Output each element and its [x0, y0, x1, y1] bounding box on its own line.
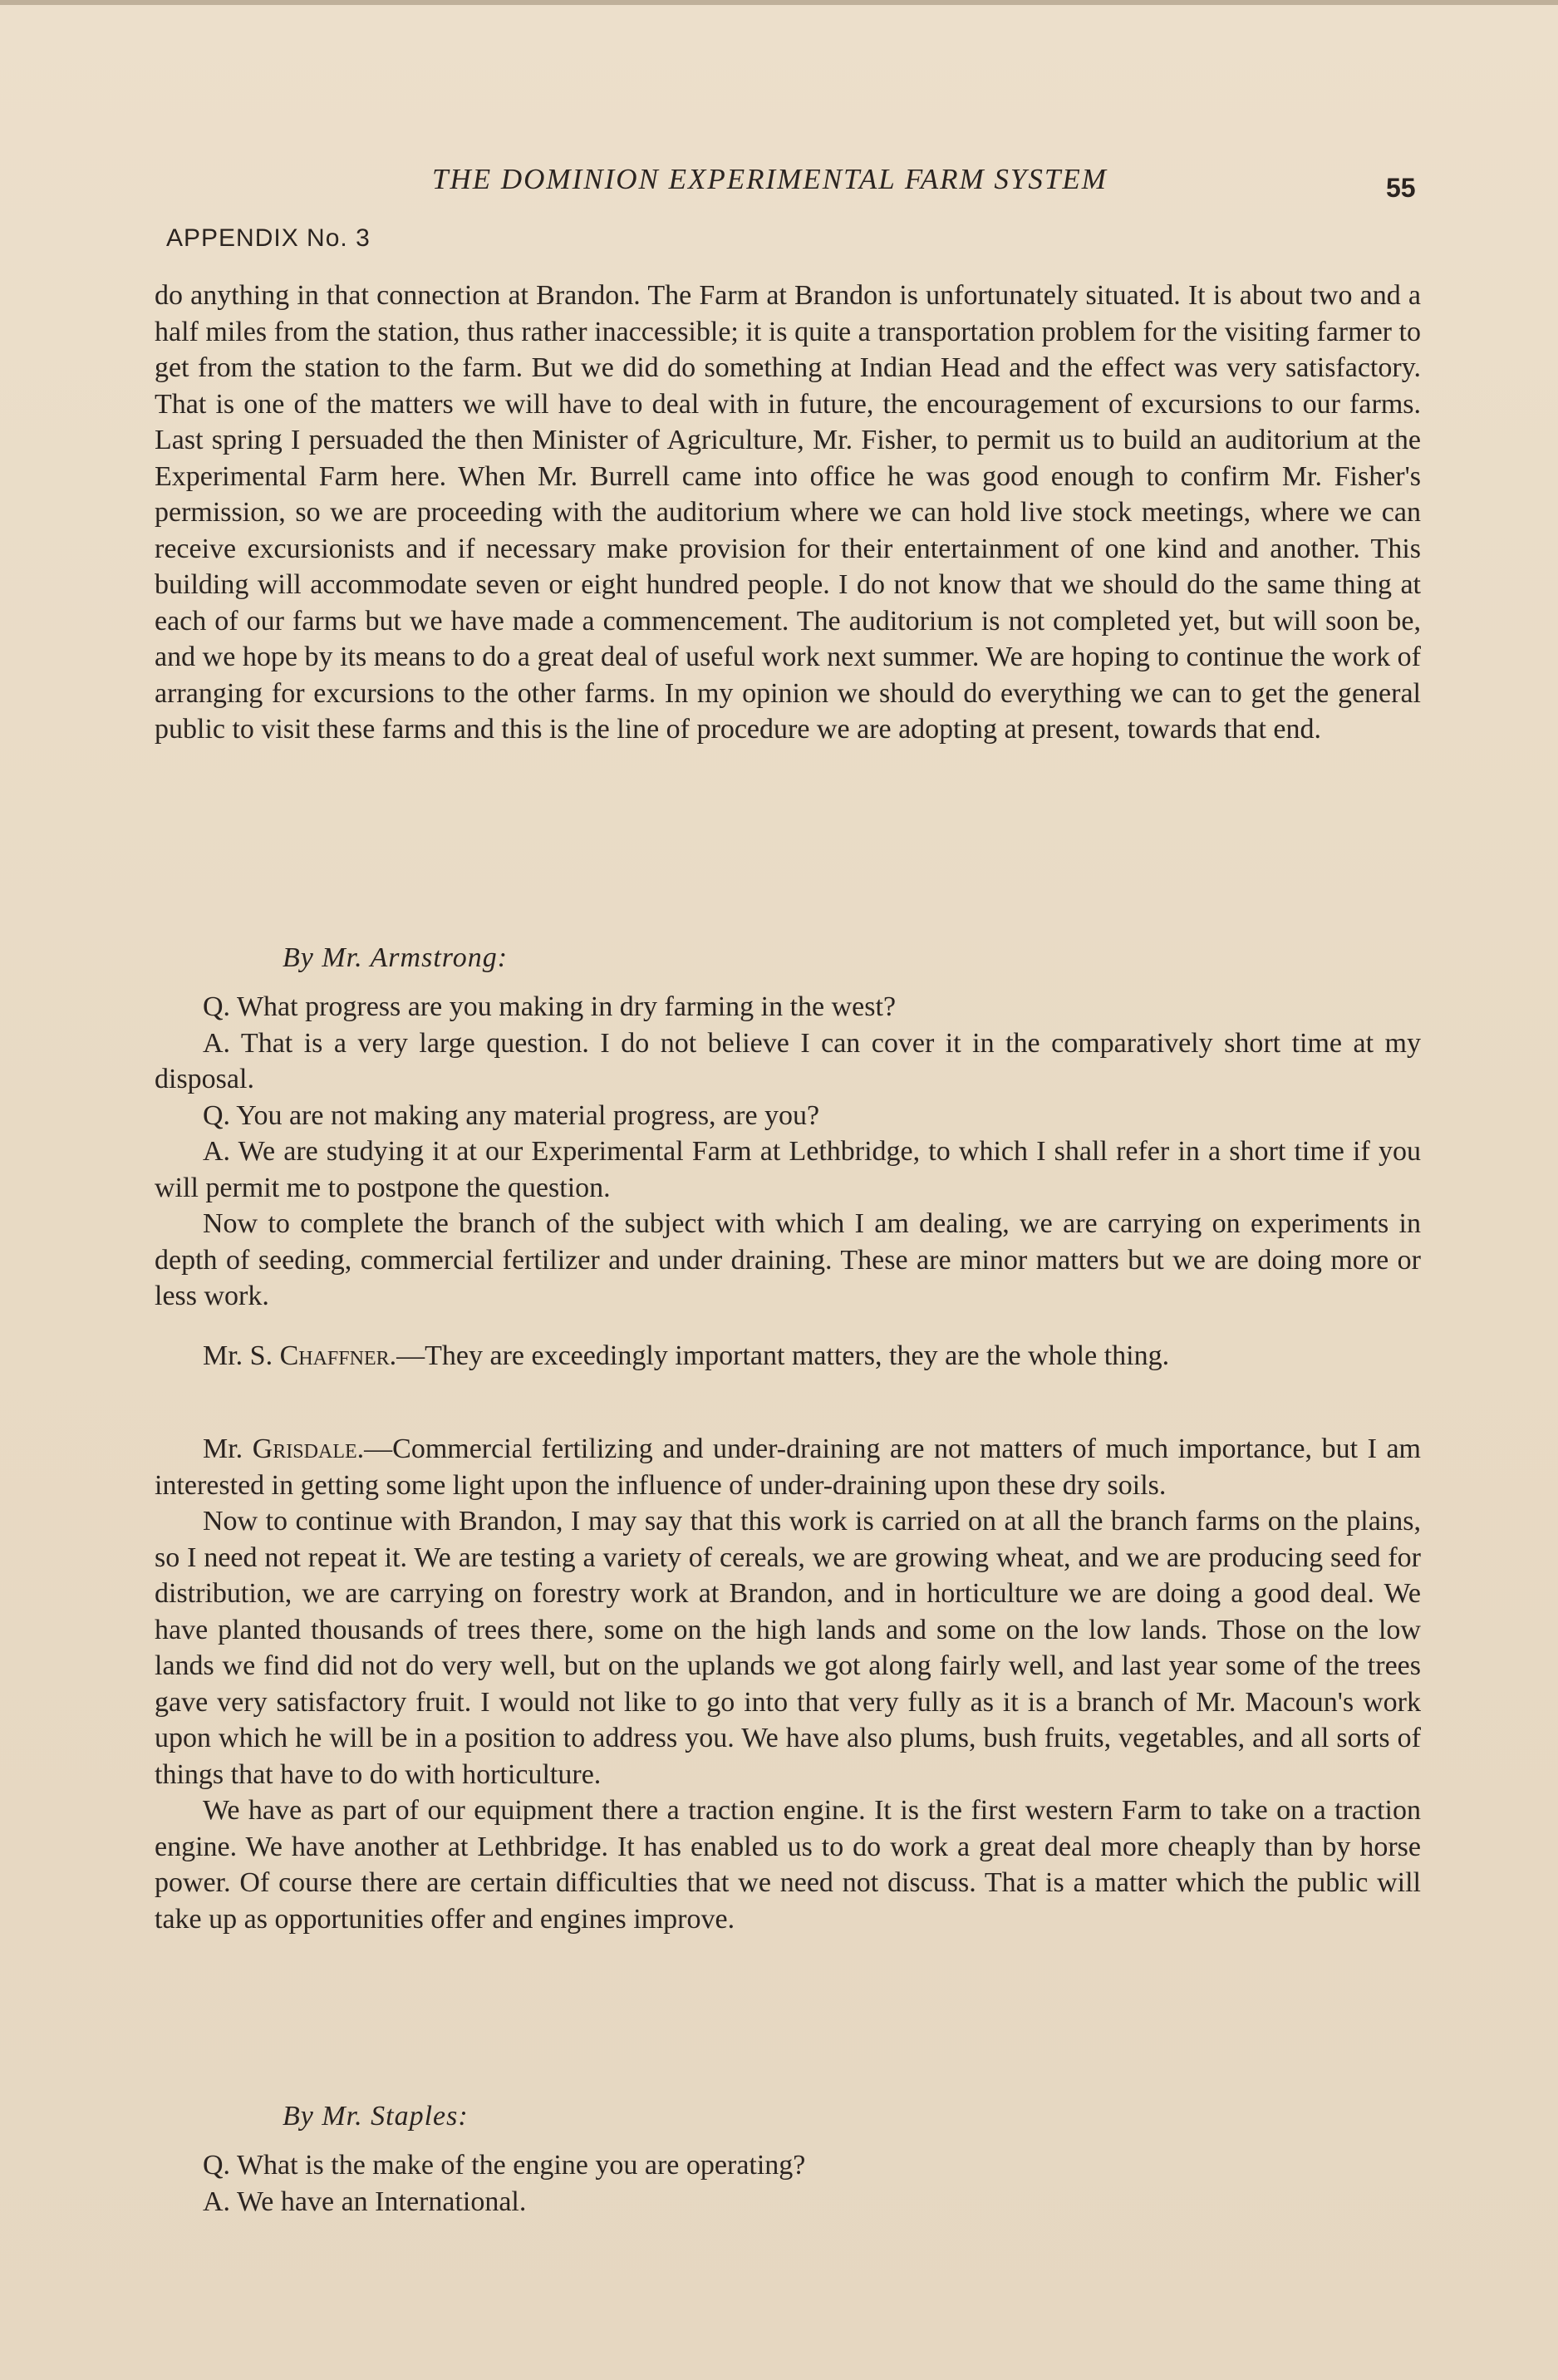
text-block-grisdale — [155, 1431, 1421, 1937]
byline-armstrong: By Mr. Armstrong: — [283, 942, 509, 973]
appendix-label: APPENDIX No. 3 — [166, 224, 371, 252]
text-block-chaffner — [155, 1338, 1421, 1374]
paragraph: We have as part of our equipment there a traction engine. It is the first western Farm to take on a traction engine. We have another at Lethbridge. It has enabled us to do work a great deal more cheaply than by horse power. Of course there are certain difficulties that we need not discuss. That is a matter which the public will take up as opportunities offer and engines improve. — [155, 1795, 1421, 1935]
question: Q. What is the make of the engine you are operating? — [203, 2150, 806, 2181]
answer: A. That is a very large question. I do not believe I can cover it in the comparatively short time at my disposal. — [155, 1027, 1421, 1094]
page-number: 55 — [1386, 173, 1416, 203]
question: Q. What progress are you making in dry farming in the west? — [203, 991, 897, 1022]
speaker-paragraph — [155, 1431, 1421, 1503]
question: Q. You are not making any material progress, are you? — [203, 1099, 820, 1131]
text-block-intro — [155, 278, 1421, 748]
answer: A. We are studying it at our Experimental Farm at Lethbridge, to which I shall refer in a short time if you will permit me to postpone the question. — [155, 1136, 1421, 1203]
byline-staples: By Mr. Staples: — [283, 2101, 469, 2132]
speaker-prefix: Mr. S. — [203, 1340, 273, 1371]
speaker-paragraph — [155, 1338, 1421, 1374]
speaker-name: Chaffner. — [279, 1340, 397, 1371]
top-edge-rule — [0, 0, 1558, 5]
speaker-name: Grisdale. — [252, 1433, 365, 1464]
speaker-text: —They are exceedingly important matters, they are the whole thing. — [396, 1340, 1170, 1371]
running-head: THE DOMINION EXPERIMENTAL FARM SYSTEM — [432, 163, 1108, 195]
paragraph-continuation: do anything in that connection at Brandon. The Farm at Brandon is unfortunately situated. It is about two and a half miles from the station, thus rather inaccessible; it is quite a transportation problem for the visiting farmer to get from the station to the farm. But we did do something at Indian Head and the effect was very satisfactory. That is one of the matters we will have to deal with in future, the encouragement of excursions to our farms. Last spring I persuaded the then Minister of Agriculture, Mr. Fisher, to permit us to build an auditorium at the Experimental Farm here. When Mr. Burrell came into office he was good enough to confirm Mr. Fisher's permission, so we are proceeding with the auditorium where we can hold live stock meetings, where we can receive excursionists and if necessary make provision for their entertainment of one kind and another. This building will accommodate seven or eight hundred people. I do not know that we should do the same thing at each of our farms but we have made a commencement. The auditorium is not completed yet, but will soon be, and we hope by its means to do a great deal of useful work next summer. We are hoping to continue the work of arranging for excursions to the other farms. In my opinion we should do everything we can to get the general public to visit these farms and this is the line of procedure we are adopting at present, towards that end. — [155, 280, 1421, 745]
speaker-text: —Commercial fertilizing and under-draining are not matters of much importance, but I am interested in getting some light upon the influence of under-draining upon these dry soils. — [155, 1433, 1421, 1501]
paragraph: Now to complete the branch of the subject with which I am dealing, we are carrying on experiments in depth of seeding, commercial fertilizer and under draining. These are minor matters but we are doing more or less work. — [155, 1208, 1421, 1311]
text-block-qa-armstrong — [155, 989, 1421, 1315]
answer: A. We have an International. — [203, 2186, 527, 2217]
text-block-qa-staples — [155, 2147, 1421, 2220]
speaker-prefix: Mr. — [203, 1433, 243, 1464]
paragraph: Now to continue with Brandon, I may say that this work is carried on at all the branch farms on the plains, so I need not repeat it. We are testing a variety of cereals, we are growing wheat, and we are producing seed for distribution, we are carrying on forestry work at Brandon, and in horticulture we are doing a good deal. We have planted thousands of trees there, some on the high lands and some on the low lands. Those on the low lands we find did not do very well, but on the uplands we got along fairly well, and last year some of the trees gave very satisfactory fruit. I would not like to go into that very fully as it is a branch of Mr. Macoun's work upon which he will be in a position to address you. We have also plums, bush fruits, vegetables, and all sorts of things that have to do with horticulture. — [155, 1506, 1421, 1790]
